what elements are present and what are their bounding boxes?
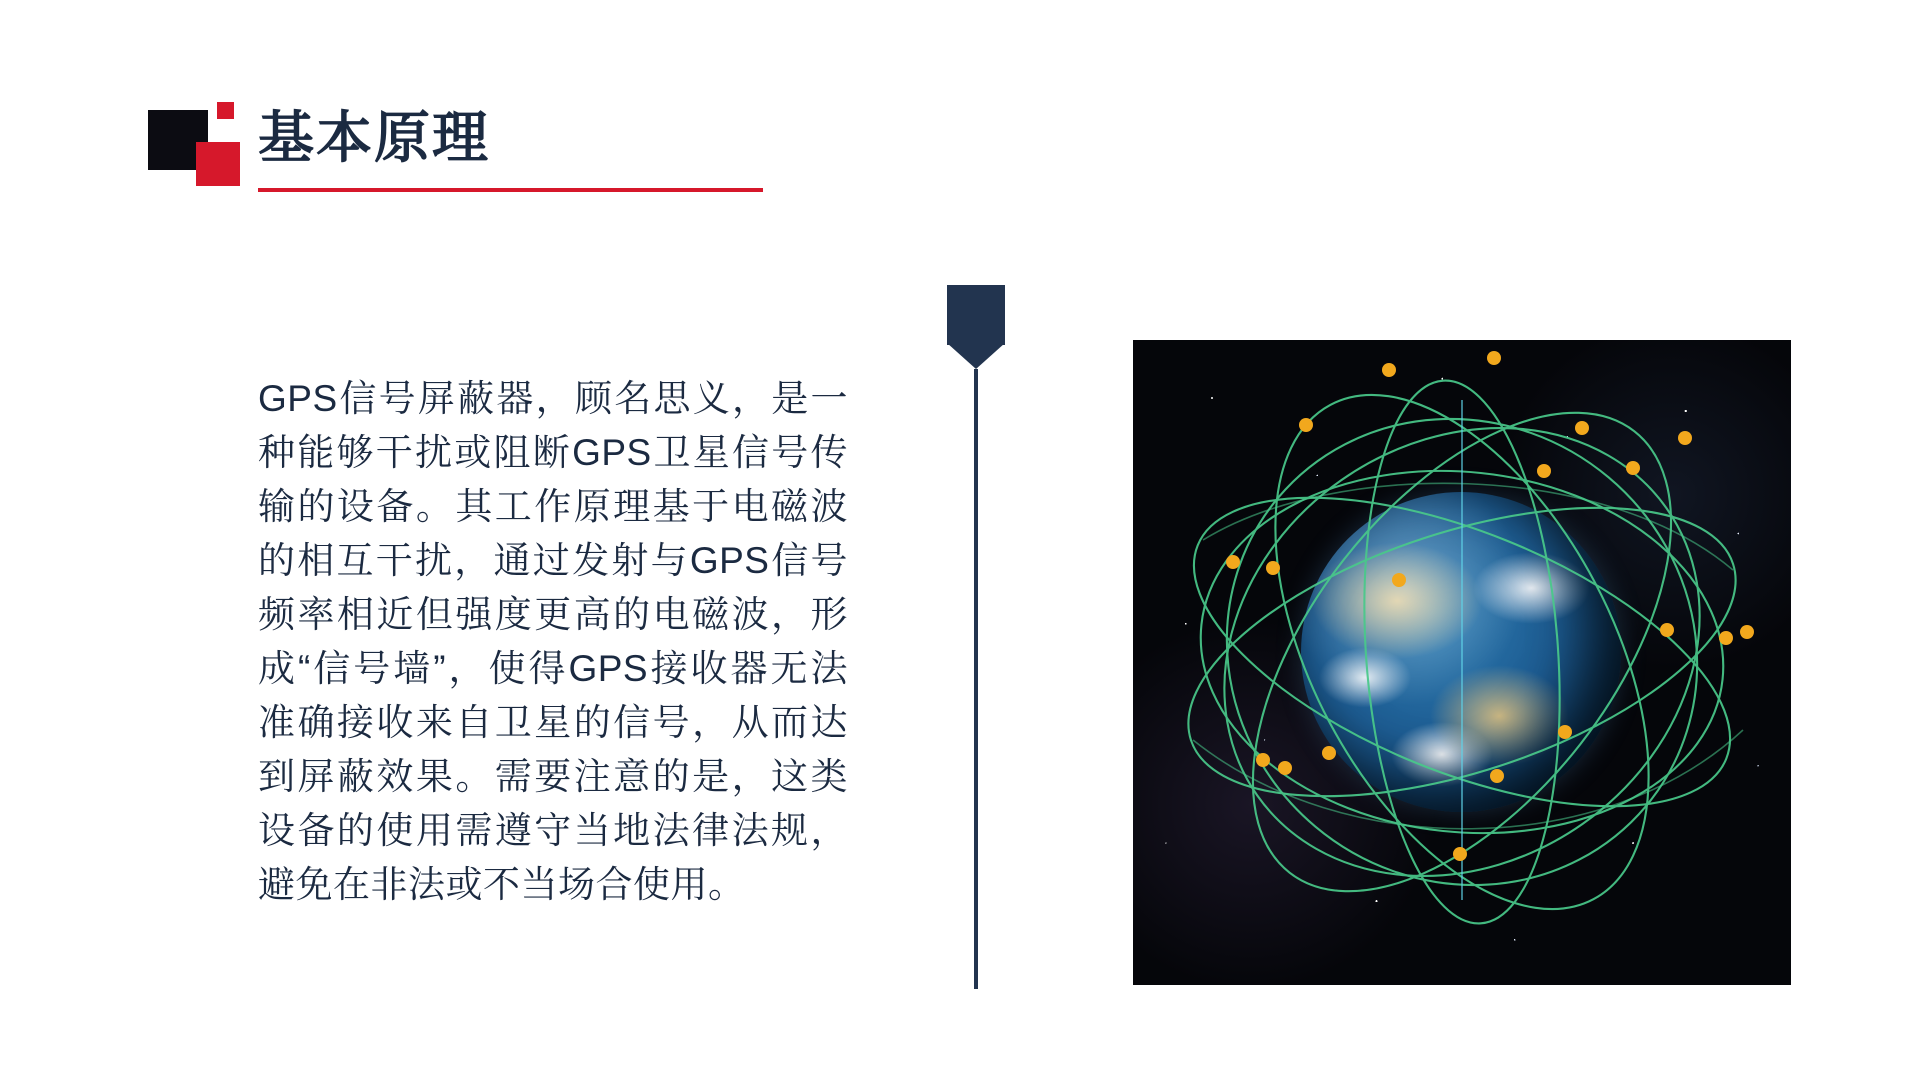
center-divider — [947, 285, 1005, 995]
title-underline — [258, 188, 763, 192]
title-block — [148, 95, 768, 205]
pin-tip-icon — [947, 343, 1005, 369]
earth-satellite-orbits-image — [1133, 340, 1791, 985]
page-title: 基本原理 — [258, 106, 490, 169]
body-paragraph: GPS信号屏蔽器，顾名思义，是一种能够干扰或阻断GPS卫星信号传输的设备。其工作原理基于电磁波的相互干扰，通过发射与GPS信号频率相近但强度更高的电磁波，形成“信号墙”，使得GPS接收器无法准确接收来自卫星的信号，从而达到屏蔽效果。需要注意的是，这类设备的使用需遵守当地法律法规，避免在非法或不当场合使用。 — [258, 378, 848, 905]
small-red-square-decoration-icon — [217, 102, 234, 119]
divider-line — [974, 369, 978, 989]
orbit-rings-graphic — [1133, 340, 1791, 985]
pin-head-icon — [947, 285, 1005, 345]
red-square-decoration-icon — [196, 142, 240, 186]
